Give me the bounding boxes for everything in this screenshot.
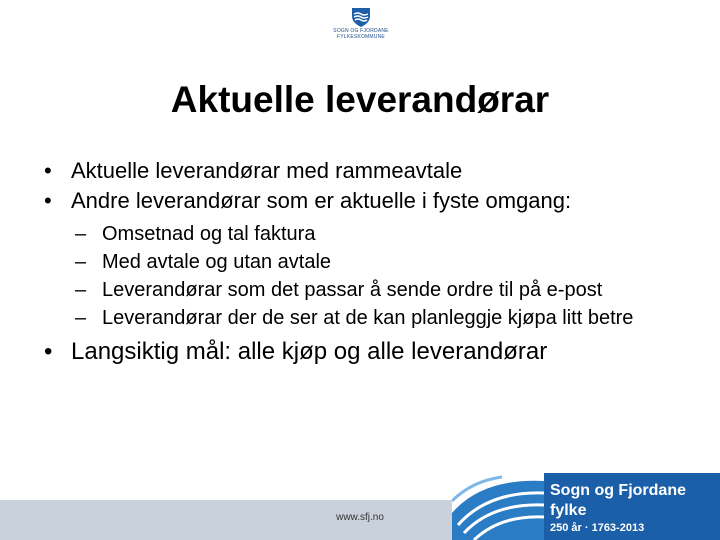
shield-logo-icon <box>350 6 372 28</box>
dash-glyph: – <box>75 279 87 301</box>
footer-url[interactable]: www.sfj.no <box>336 512 384 523</box>
bullet-item <box>40 188 690 214</box>
slide-body <box>40 158 690 370</box>
bullet-text: Aktuelle leverandørar med rammeavtale <box>71 158 463 183</box>
sub-bullet-item <box>40 250 690 274</box>
sub-bullet-list <box>40 222 690 330</box>
sub-bullet-item <box>40 306 690 330</box>
wave-logo-icon <box>452 473 544 540</box>
brand-name: Sogn og Fjordane fylke <box>550 482 686 519</box>
footer-brand <box>452 473 720 540</box>
sub-bullet-item <box>40 222 690 246</box>
sub-bullet-text: Med avtale og utan avtale <box>102 251 332 273</box>
dash-glyph: – <box>75 223 87 245</box>
sub-bullet-text: Leverandørar der de ser at de kan planleggje kjøpa litt betre <box>102 307 634 329</box>
sub-bullet-text: Leverandørar som det passar å sende ordre til på e-post <box>102 279 603 301</box>
bullet-glyph: • <box>44 188 52 213</box>
bullet-glyph: • <box>44 158 52 183</box>
slide-title: Aktuelle leverandørar <box>170 79 550 120</box>
header-logo <box>326 6 396 50</box>
bullet-text: Andre leverandørar som er aktuelle i fyste omgang: <box>71 188 572 213</box>
bullet-text: Langsiktig mål: alle kjøp og alle leverandørar <box>71 338 548 365</box>
brand-sub: 250 år · 1763-2013 <box>550 522 645 534</box>
bullet-glyph: • <box>44 338 53 365</box>
bullet-item <box>40 158 690 184</box>
brand-text-box <box>544 473 720 540</box>
header-logo-line2: FYLKESKOMMUNE <box>337 34 385 40</box>
header-logo-line1: SOGN OG FJORDANE <box>333 28 389 34</box>
bullet-item <box>40 338 690 366</box>
sub-bullet-text: Omsetnad og tal faktura <box>102 223 316 245</box>
dash-glyph: – <box>75 251 87 273</box>
sub-bullet-item <box>40 278 690 302</box>
dash-glyph: – <box>75 307 87 329</box>
